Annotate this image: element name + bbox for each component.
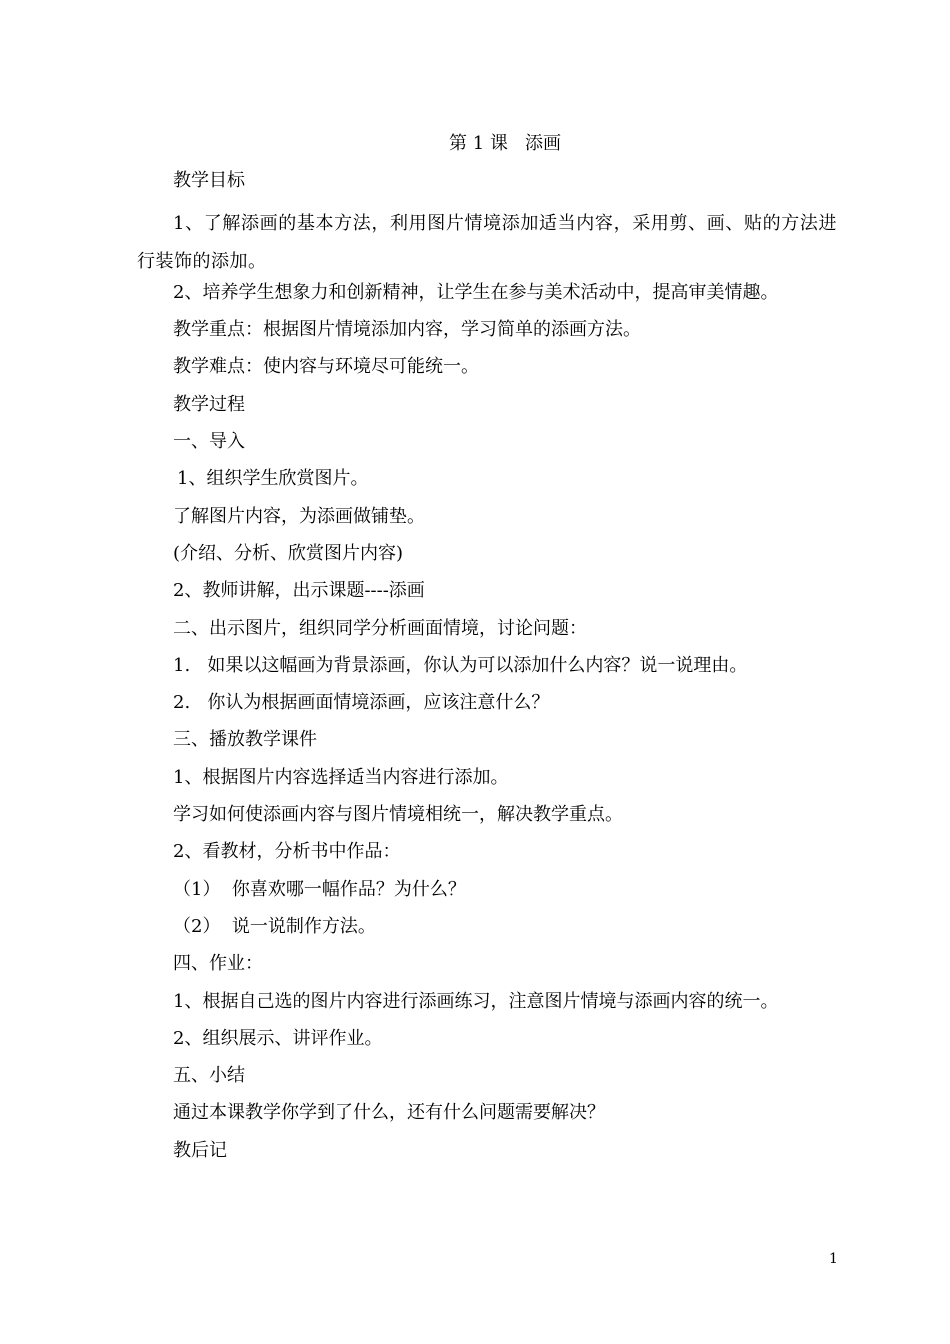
step-heading-intro: 一、导入 xyxy=(173,431,245,453)
paragraph-intro-note: 了解图片内容，为添画做铺垫。 xyxy=(173,505,425,527)
section-heading-objectives: 教学目标 xyxy=(173,170,245,191)
step-heading-courseware: 三、播放教学课件 xyxy=(173,729,317,751)
paragraph-key-point: 教学重点：根据图片情境添加内容，学习简单的添画方法。 xyxy=(173,319,641,341)
page-title: 第 1 课 添画 xyxy=(448,133,562,154)
paragraph-intro-2: 2、教师讲解，出示课题----添画 xyxy=(173,580,425,602)
section-heading-reflection: 教后记 xyxy=(173,1139,227,1161)
question-1: 1. 如果以这幅画为背景添画，你认为可以添加什么内容？说一说理由。 xyxy=(173,654,748,676)
paragraph-objective-2: 2、培养学生想象力和创新精神，让学生在参与美术活动中，提高审美情趣。 xyxy=(173,281,779,303)
paragraph-objective-1: 1、了解添画的基本方法，利用图片情境添加适当内容，采用剪、画、贴的方法进行装饰的添加。 xyxy=(137,213,837,272)
paragraph-homework-1: 1、根据自己选的图片内容进行添画练习，注意图片情境与添画内容的统一。 xyxy=(173,990,779,1012)
page-number: 1 xyxy=(829,1251,838,1267)
step-heading-show-picture: 二、出示图片，组织同学分析画面情境，讨论问题： xyxy=(173,617,587,639)
step-heading-summary: 五、小结 xyxy=(173,1065,245,1087)
step-heading-homework: 四、作业： xyxy=(173,953,263,975)
question-2: 2. 你认为根据画面情境添画，应该注意什么？ xyxy=(173,692,550,714)
document-body xyxy=(137,168,837,1175)
paragraph-summary: 通过本课教学你学到了什么，还有什么问题需要解决？ xyxy=(173,1102,605,1124)
paragraph-intro-detail: (介绍、分析、欣赏图片内容) xyxy=(173,542,404,564)
paragraph-courseware-note: 学习如何使添画内容与图片情境相统一，解决教学重点。 xyxy=(173,804,623,826)
paragraph-intro-1: 1、组织学生欣赏图片。 xyxy=(177,468,369,490)
section-heading-process: 教学过程 xyxy=(173,393,245,415)
paragraph-homework-2: 2、组织展示、讲评作业。 xyxy=(173,1027,383,1049)
sub-question-1: （1） 你喜欢哪一幅作品？为什么？ xyxy=(173,878,466,900)
sub-question-2: （2） 说一说制作方法。 xyxy=(173,915,376,937)
paragraph-courseware-2: 2、看教材，分析书中作品： xyxy=(173,841,401,863)
paragraph-difficulty: 教学难点：使内容与环境尽可能统一。 xyxy=(173,356,479,378)
paragraph-courseware-1: 1、根据图片内容选择适当内容进行添加。 xyxy=(173,766,509,788)
